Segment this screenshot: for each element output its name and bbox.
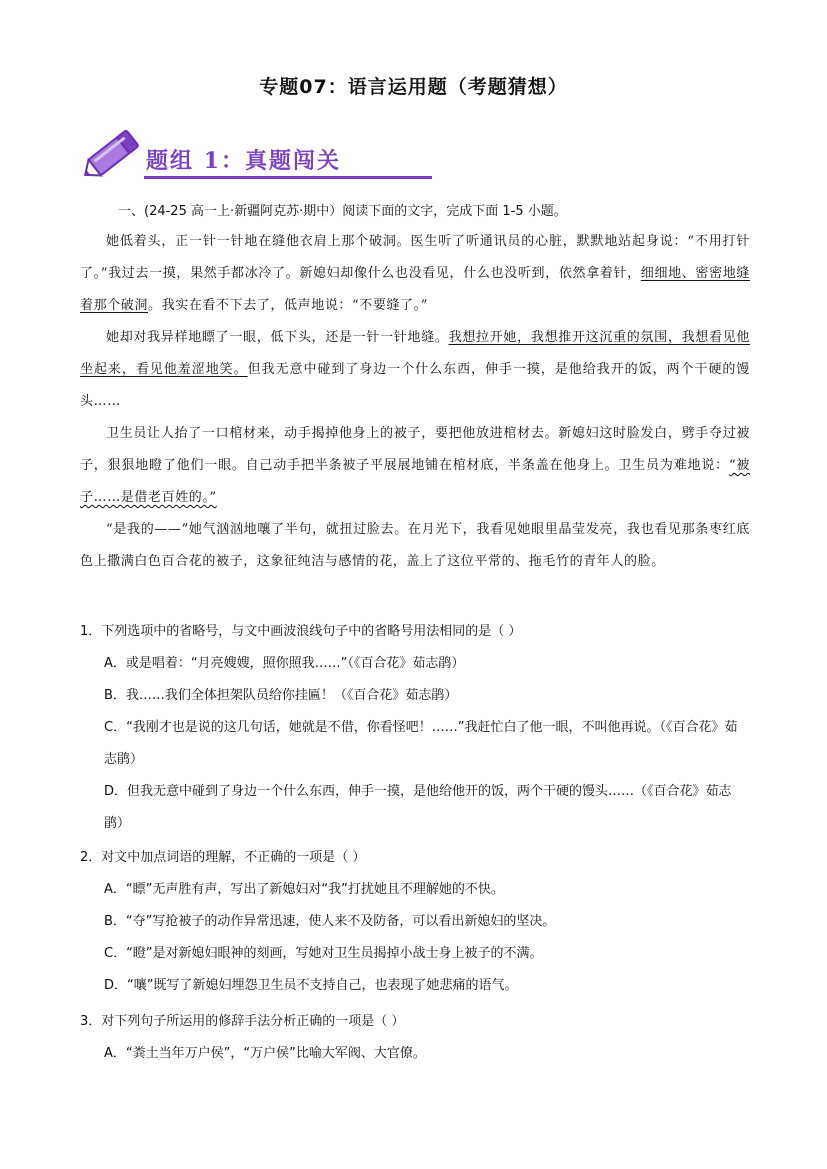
option-b: B．我……我们全体担架队员给你挂匾！（《百合花》茹志鹃）	[104, 688, 458, 703]
passage-text: 她却对我异样地瞟了一眼，低下头，还是一针一针地缝。	[106, 330, 449, 345]
banner-title: 题组 1：真题闯关	[146, 148, 341, 174]
question-1	[80, 616, 750, 840]
option-d: D．“嚷”既写了新媳妇埋怨卫生员不支持自己，也表现了她悲痛的语气。	[104, 978, 518, 993]
question-stem: 1．下列选项中的省略号，与文中画波浪线句子中的省略号用法相同的是（ ）	[80, 624, 522, 639]
option-b: B．“夺”写抢被子的动作异常迅速，使人来不及防备，可以看出新媳妇的坚决。	[104, 914, 556, 929]
passage-text: 卫生员让人抬了一口棺材来，动手揭掉他身上的被子，要把他放进棺材去。新媳妇这时脸发白，劈手夺过被子，狠狠地瞪了他们一眼。自己动手把半条被子平展展地铺在棺材底，半条盖在他身上。卫生员为难地说：	[80, 426, 750, 473]
question-3	[80, 1006, 750, 1070]
passage-paragraph-1	[80, 226, 750, 322]
banner-underline	[144, 176, 432, 179]
passage-paragraph-2	[80, 322, 750, 418]
option-a: A．“瞟”无声胜有声，写出了新媳妇对“我”打扰她且不理解她的不快。	[104, 882, 504, 897]
option-c: C．“我刚才也是说的这几句话，她就是不借，你看怪吧！……”我赶忙白了他一眼，不叫他再说。（《百合花》茹志鹃）	[104, 720, 738, 767]
wavy-underlined-sentence: “被子……是借老百姓的。”	[80, 458, 750, 505]
section-banner	[76, 118, 366, 190]
passage-text: 她低着头，正一针一针地在缝他衣肩上那个破洞。医生听了听通讯员的心脏，默默地站起身说：“不用打针了。”我过去一摸，果然手都冰冷了。新媳妇却像什么也没看见，什么也没听到，依然拿着针，	[80, 234, 750, 281]
reading-passage	[80, 226, 750, 578]
option-d: D．但我无意中碰到了身边一个什么东西，伸手一摸，是他给他开的饭，两个干硬的馒头……（《百合花》茹志鹃）	[104, 784, 732, 831]
question-stem: 3．对下列句子所运用的修辞手法分析正确的一项是（ ）	[80, 1014, 405, 1029]
option-a: A．“粪土当年万户侯”，“万户侯”比喻大军阀、大官僚。	[104, 1046, 426, 1061]
passage-paragraph-3	[80, 418, 750, 514]
passage-text: 但我无意中碰到了身边一个什么东西，伸手一摸，是他给我开的饭，两个干硬的馒头……	[80, 362, 750, 409]
question-stem: 2．对文中加点词语的理解，不正确的一项是（ ）	[80, 850, 366, 865]
question-intro: 一、(24-25 高一上·新疆阿克苏·期中）阅读下面的文字，完成下面 1-5 小题。	[118, 204, 567, 219]
pencil-icon	[76, 118, 148, 190]
underlined-sentence: 我想拉开她，我想推开这沉重的氛围，我想看见他坐起来，看见他羞涩地笑。	[80, 330, 750, 377]
passage-paragraph-4: “是我的——”她气汹汹地嚷了半句，就扭过脸去。在月光下，我看见她眼里晶莹发亮，我也看见那条枣红底色上撒满白色百合花的被子，这象征纯洁与感情的花，盖上了这位平常的、拖毛竹的青年人的脸。	[80, 522, 750, 569]
page-title: 专题07：语言运用题（考题猜想）	[259, 76, 568, 98]
option-a: A．或是唱着：“月亮嫂嫂，照你照我……”（《百合花》茹志鹃）	[104, 656, 465, 671]
passage-text: 。我实在看不下去了，低声地说：“不要缝了。”	[148, 298, 429, 313]
underlined-sentence: 细细地、密密地缝着那个破洞	[80, 266, 750, 313]
question-2	[80, 842, 750, 1002]
option-c: C．“瞪”是对新媳妇眼神的刻画，写她对卫生员揭掉小战士身上被子的不满。	[104, 946, 543, 961]
